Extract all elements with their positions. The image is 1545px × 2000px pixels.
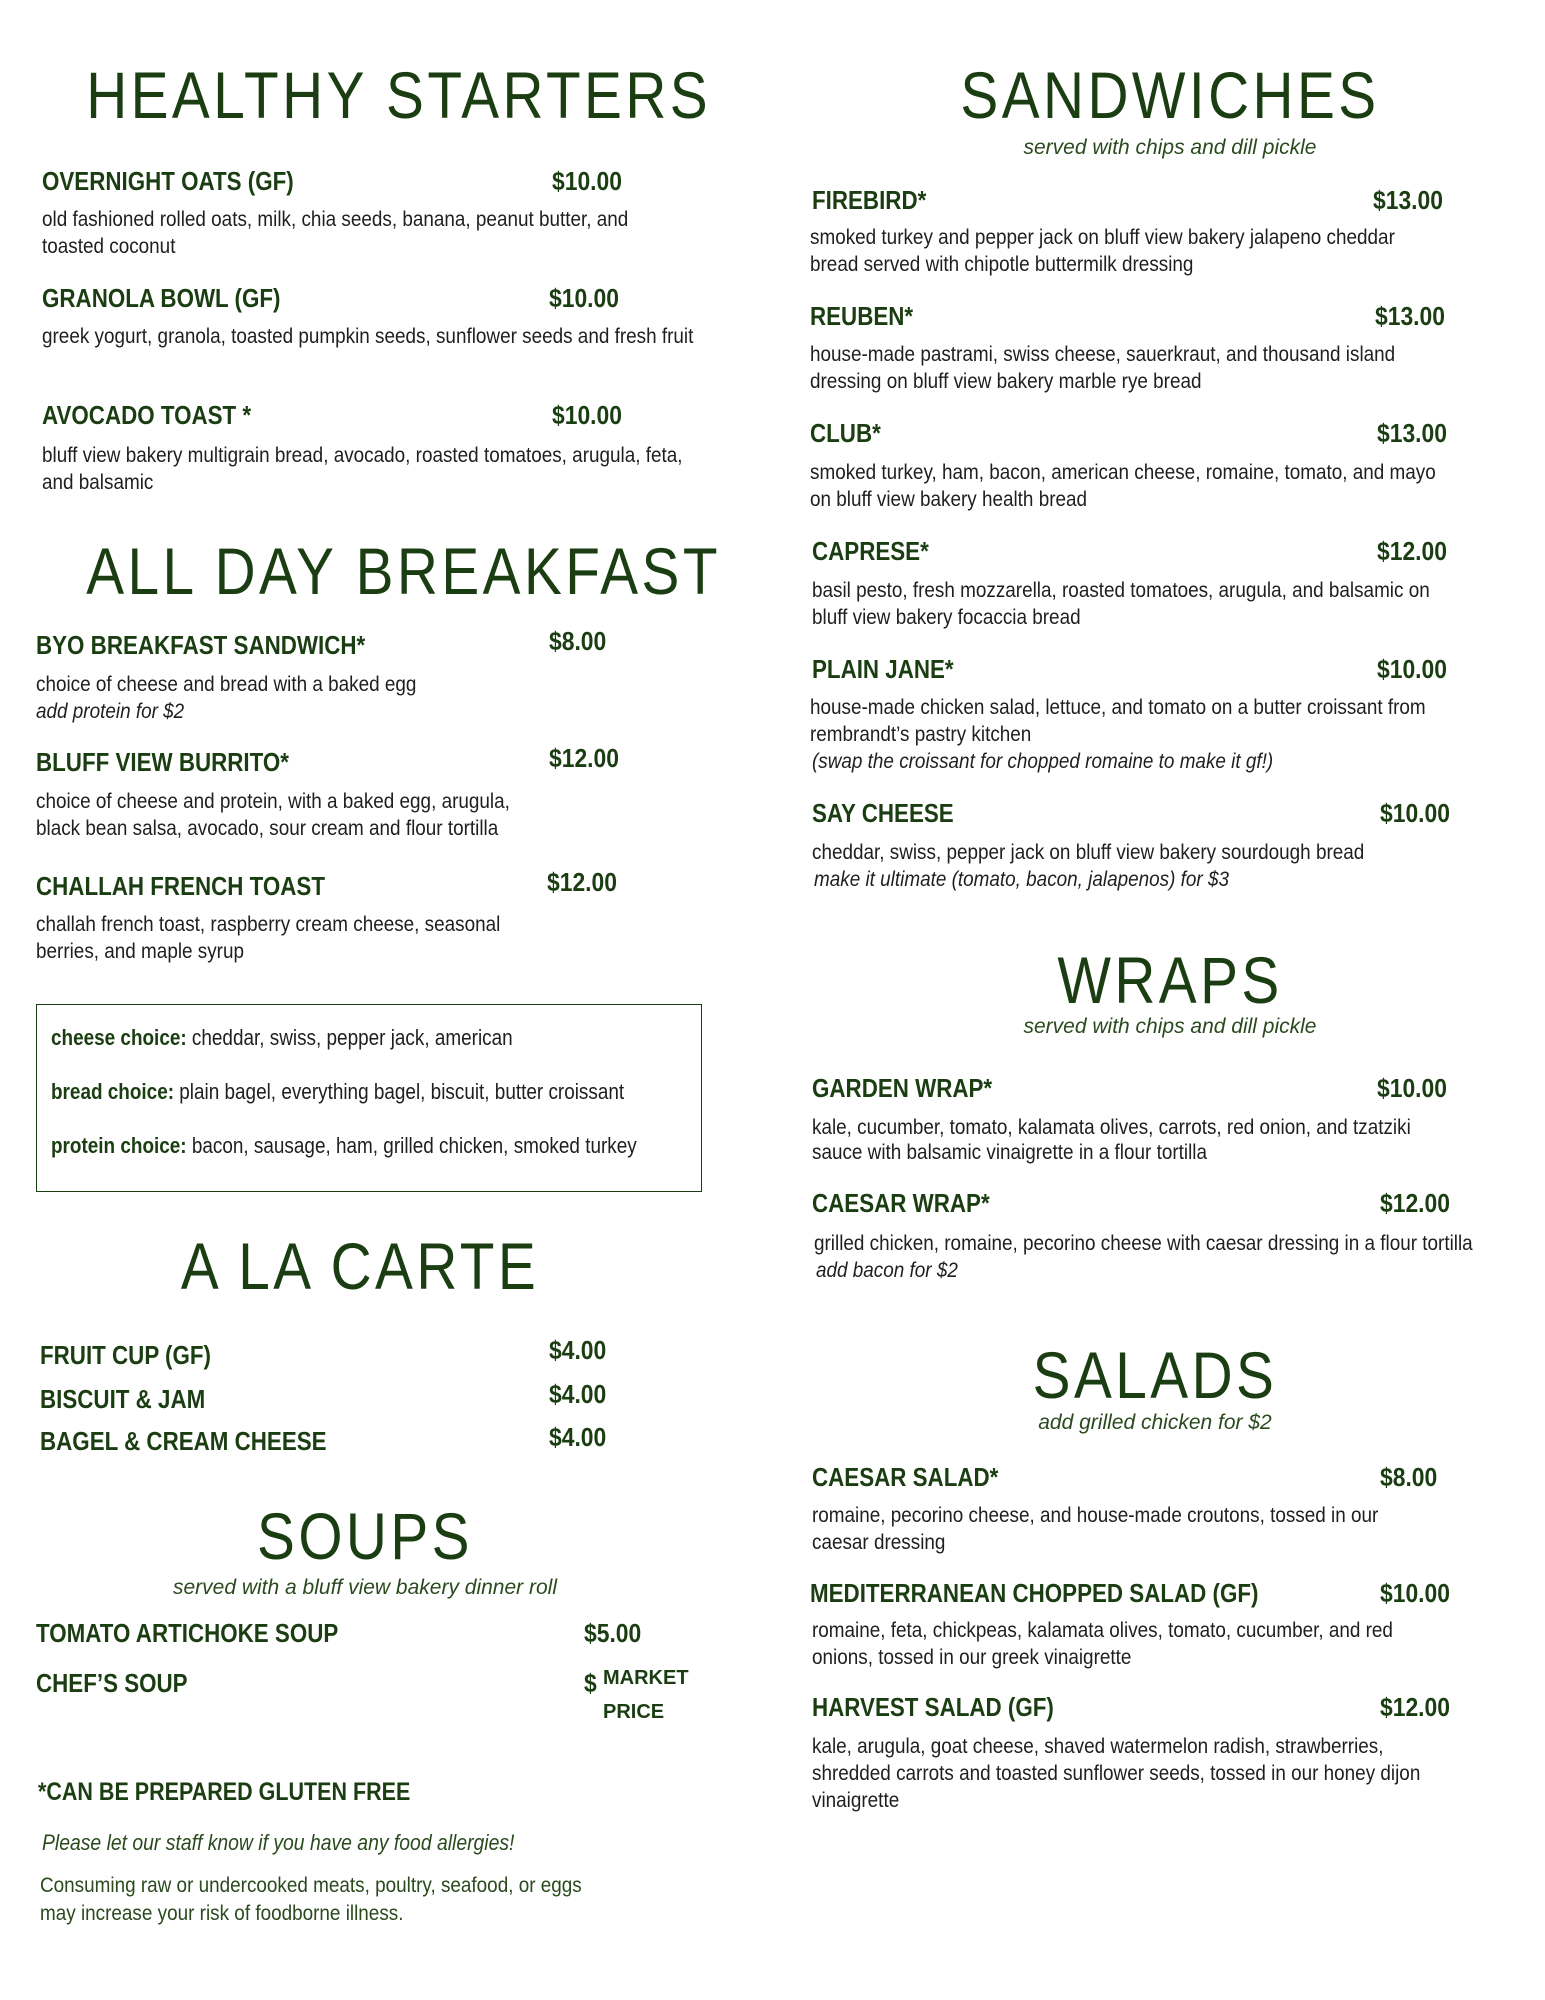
item-name-overnight-oats: OVERNIGHT OATS (GF) [42, 166, 294, 196]
soups-title: SOUPS [257, 1499, 473, 1573]
item-desc-say-cheese: cheddar, swiss, pepper jack on bluff view bakery sourdough bread [812, 841, 1365, 864]
healthy-starters-title: HEALTHY STARTERS [86, 58, 712, 132]
item-name-chefs-soup: CHEF’S SOUP [36, 1668, 188, 1698]
item-name-granola-bowl: GRANOLA BOWL (GF) [42, 283, 281, 313]
wraps-subtitle: served with chips and dill pickle [1023, 1015, 1317, 1038]
item-desc-mediterranean-chopped-salad: romaine, feta, chickpeas, kalamata olives, tomato, cucumber, and red onions, tossed in our greek vinaigrette [812, 1619, 1393, 1669]
item-price-firebird: $13.00 [1373, 185, 1443, 215]
item-name-mediterranean-chopped-salad: MEDITERRANEAN CHOPPED SALAD (GF) [810, 1578, 1259, 1608]
item-price-say-cheese: $10.00 [1380, 798, 1450, 828]
item-desc-caesar-salad: romaine, pecorino cheese, and house-made croutons, tossed in our caesar dressing [812, 1504, 1379, 1554]
cheese-choice-value: cheddar, swiss, pepper jack, american [186, 1025, 513, 1050]
item-name-biscuit-jam: BISCUIT & JAM [40, 1384, 206, 1414]
item-desc-harvest-salad: kale, arugula, goat cheese, shaved watermelon radish, strawberries, shredded carrots and toasted sunflower seeds, tossed in our honey dijon vinaigrette [812, 1735, 1421, 1812]
item-price-caesar-salad: $8.00 [1380, 1462, 1438, 1492]
protein-choice [51, 1133, 637, 1159]
item-price-caesar-wrap: $12.00 [1380, 1188, 1450, 1218]
item-name-avocado-toast: AVOCADO TOAST * [42, 400, 252, 430]
item-name-club: CLUB* [810, 418, 881, 448]
item-desc-avocado-toast: bluff view bakery multigrain bread, avocado, roasted tomatoes, arugula, feta, and balsamic [42, 444, 683, 494]
item-desc-caprese: basil pesto, fresh mozzarella, roasted tomatoes, arugula, and balsamic on bluff view bakery focaccia bread [812, 579, 1430, 629]
item-price-granola-bowl: $10.00 [549, 283, 619, 313]
item-price-tomato-artichoke-soup: $5.00 [584, 1618, 642, 1648]
item-note-byo-breakfast-sandwich: add protein for $2 [36, 700, 185, 723]
bread-choice [51, 1079, 624, 1105]
item-name-bluff-view-burrito: BLUFF VIEW BURRITO* [36, 747, 290, 777]
item-price-harvest-salad: $12.00 [1380, 1692, 1450, 1722]
cheese-choice-label: cheese choice: [51, 1025, 187, 1050]
protein-choice-value: bacon, sausage, ham, grilled chicken, smoked turkey [186, 1133, 637, 1158]
item-price-bluff-view-burrito: $12.00 [549, 743, 619, 773]
item-desc-caesar-wrap: grilled chicken, romaine, pecorino cheese with caesar dressing in a flour tortilla [814, 1232, 1473, 1255]
a-la-carte-title: A LA CARTE [180, 1229, 540, 1303]
item-name-caesar-salad: CAESAR SALAD* [812, 1462, 999, 1492]
item-name-tomato-artichoke-soup: TOMATO ARTICHOKE SOUP [36, 1618, 339, 1648]
item-price-caprese: $12.00 [1377, 536, 1447, 566]
gluten-free-note: *CAN BE PREPARED GLUTEN FREE [38, 1778, 411, 1806]
market-price-line2: PRICE [603, 1701, 665, 1723]
foodborne-warning: Consuming raw or undercooked meats, poultry, seafood, or eggs may increase your risk of foodborne illness. [40, 1874, 582, 1925]
item-name-caprese: CAPRESE* [812, 536, 929, 566]
item-name-reuben: REUBEN* [810, 301, 914, 331]
market-price-line1: MARKET [603, 1667, 689, 1689]
item-price-chefs-soup-symbol: $ [584, 1668, 597, 1698]
item-price-reuben: $13.00 [1375, 301, 1445, 331]
item-note-plain-jane: (swap the croissant for chopped romaine to make it gf!) [812, 750, 1274, 773]
item-price-challah-french-toast: $12.00 [547, 867, 617, 897]
item-name-firebird: FIREBIRD* [812, 185, 927, 215]
item-name-byo-breakfast-sandwich: BYO BREAKFAST SANDWICH* [36, 630, 366, 660]
item-desc-club: smoked turkey, ham, bacon, american cheese, romaine, tomato, and mayo on bluff view bakery health bread [810, 461, 1436, 511]
bread-choice-value: plain bagel, everything bagel, biscuit, butter croissant [174, 1079, 625, 1104]
item-name-harvest-salad: HARVEST SALAD (GF) [812, 1692, 1054, 1722]
item-name-fruit-cup: FRUIT CUP (GF) [40, 1340, 212, 1370]
item-name-garden-wrap: GARDEN WRAP* [812, 1073, 993, 1103]
item-price-mediterranean-chopped-salad: $10.00 [1380, 1578, 1450, 1608]
soups-subtitle: served with a bluff view bakery dinner roll [172, 1576, 557, 1599]
item-price-garden-wrap: $10.00 [1377, 1073, 1447, 1103]
item-desc-garden-wrap: kale, cucumber, tomato, kalamata olives, carrots, red onion, and tzatziki sauce with balsamic vinaigrette in a flour tortilla [812, 1116, 1411, 1164]
item-desc-overnight-oats: old fashioned rolled oats, milk, chia seeds, banana, peanut butter, and toasted coconut [42, 208, 629, 258]
item-desc-granola-bowl: greek yogurt, granola, toasted pumpkin seeds, sunflower seeds and fresh fruit [42, 325, 694, 348]
item-price-club: $13.00 [1377, 418, 1447, 448]
choices-box [36, 1004, 702, 1192]
item-note-say-cheese: make it ultimate (tomato, bacon, jalapenos) for $3 [814, 868, 1229, 891]
item-note-caesar-wrap: add bacon for $2 [816, 1259, 958, 1282]
sandwiches-subtitle: served with chips and dill pickle [1023, 136, 1317, 159]
item-price-byo-breakfast-sandwich: $8.00 [549, 626, 607, 656]
item-desc-reuben: house-made pastrami, swiss cheese, sauerkraut, and thousand island dressing on bluff view bakery marble rye bread [810, 343, 1396, 393]
item-desc-firebird: smoked turkey and pepper jack on bluff view bakery jalapeno cheddar bread served with chipotle buttermilk dressing [810, 226, 1395, 276]
sandwiches-title: SANDWICHES [960, 58, 1380, 132]
item-price-fruit-cup: $4.00 [549, 1335, 607, 1365]
bread-choice-label: bread choice: [51, 1079, 175, 1104]
allergy-note: Please let our staff know if you have any food allergies! [42, 1830, 515, 1855]
wraps-title: WRAPS [1057, 943, 1283, 1017]
item-desc-byo-breakfast-sandwich: choice of cheese and bread with a baked egg [36, 673, 417, 696]
item-desc-bluff-view-burrito: choice of cheese and protein, with a baked egg, arugula, black bean salsa, avocado, sour cream and flour tortilla [36, 790, 510, 840]
item-price-bagel-cream-cheese: $4.00 [549, 1422, 607, 1452]
item-name-say-cheese: SAY CHEESE [812, 798, 954, 828]
protein-choice-label: protein choice: [51, 1133, 187, 1158]
salads-title: SALADS [1032, 1338, 1278, 1412]
item-desc-plain-jane: house-made chicken salad, lettuce, and tomato on a butter croissant from rembrandt’s pastry kitchen [810, 696, 1426, 746]
item-name-challah-french-toast: CHALLAH FRENCH TOAST [36, 871, 326, 901]
item-name-plain-jane: PLAIN JANE* [812, 654, 954, 684]
item-price-biscuit-jam: $4.00 [549, 1379, 607, 1409]
item-price-overnight-oats: $10.00 [552, 166, 622, 196]
item-desc-challah-french-toast: challah french toast, raspberry cream cheese, seasonal berries, and maple syrup [36, 913, 501, 963]
item-name-caesar-wrap: CAESAR WRAP* [812, 1188, 990, 1218]
item-price-avocado-toast: $10.00 [552, 400, 622, 430]
item-name-bagel-cream-cheese: BAGEL & CREAM CHEESE [40, 1426, 327, 1456]
item-price-plain-jane: $10.00 [1377, 654, 1447, 684]
all-day-breakfast-title: ALL DAY BREAKFAST [86, 534, 721, 608]
cheese-choice [51, 1025, 513, 1051]
salads-subtitle: add grilled chicken for $2 [1038, 1411, 1272, 1434]
